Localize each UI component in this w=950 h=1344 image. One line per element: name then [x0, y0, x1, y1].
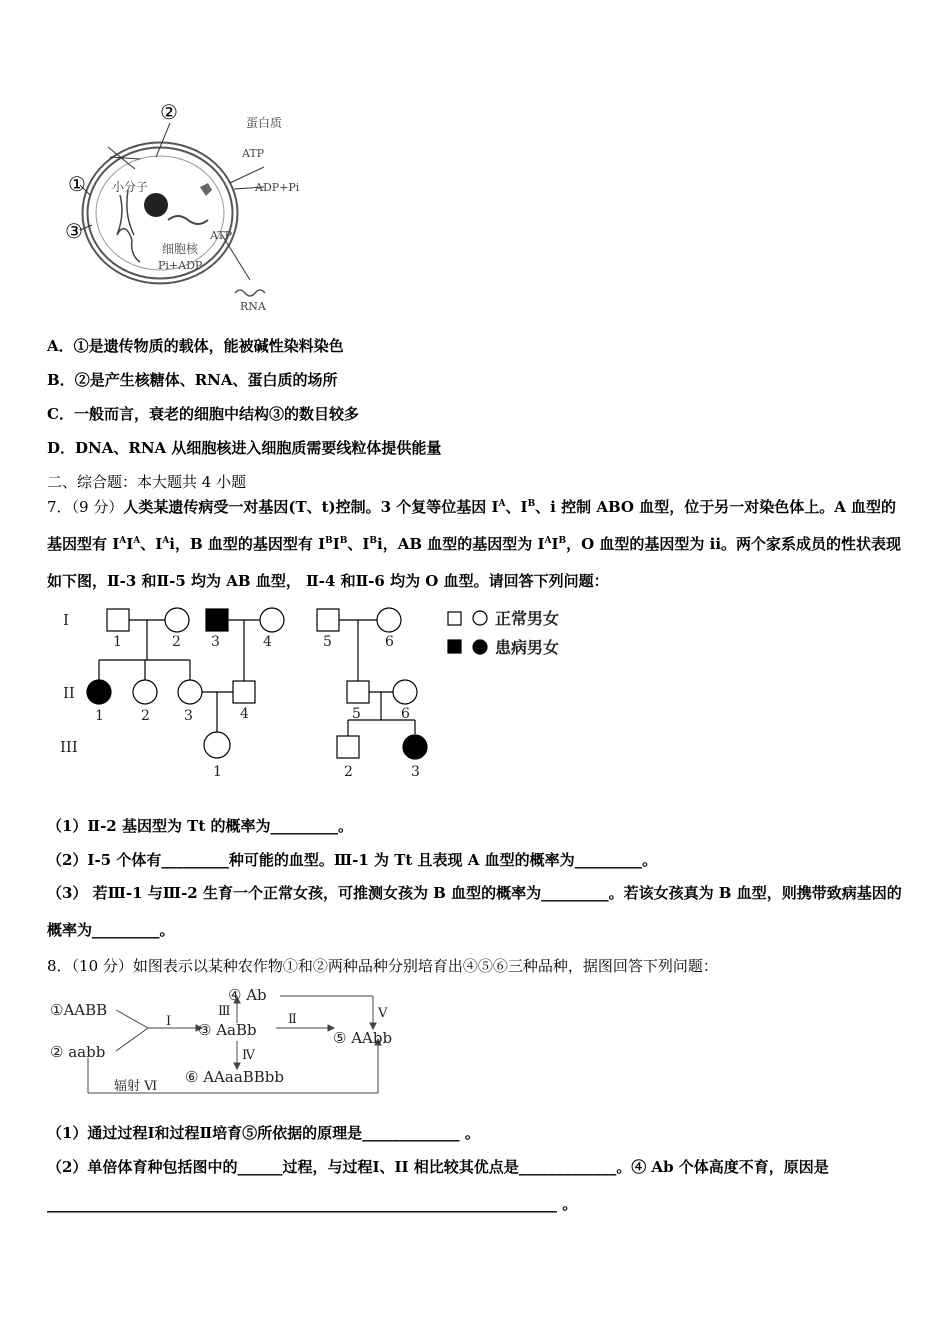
label-1: ① — [68, 172, 86, 196]
protein-label: 蛋白质 — [246, 116, 283, 130]
III-3-label: 3 — [411, 764, 420, 780]
I-3-label: 3 — [211, 634, 220, 650]
variety-3: ③ AaBb — [198, 1021, 257, 1039]
legend-affected: 患病男女 — [495, 638, 560, 657]
legend-normal: 正常男女 — [495, 609, 560, 628]
variety-5: ⑤ AAbb — [333, 1029, 393, 1047]
process-1: Ⅰ — [166, 1014, 172, 1029]
q8-sub-1: （1）通过过程Ⅰ和过程Ⅱ培育⑤所依据的原理是_____________ 。 — [47, 1124, 480, 1142]
pi-adp-label: Pi+ADP — [158, 259, 203, 272]
label-3: ③ — [65, 219, 83, 243]
option-b: B．②是产生核糖体、RNA、蛋白质的场所 — [47, 371, 338, 389]
I-5-label: 5 — [323, 634, 332, 650]
label-2: ② — [160, 100, 178, 124]
II-3-label: 3 — [184, 708, 193, 724]
q7-sub-2: （2）Ⅰ-5 个体有_________种可能的血型。Ⅲ-1 为 Tt 且表现 A 血型的概率为_________。 — [47, 851, 658, 869]
I-4-label: 4 — [263, 634, 272, 650]
generation-III: III — [60, 738, 78, 756]
process-6: 辐射 Ⅵ — [114, 1079, 158, 1094]
section-title: 二、综合题：本大题共 4 小题 — [47, 473, 247, 491]
option-c: C．一般而言，衰老的细胞中结构③的数目较多 — [47, 405, 359, 423]
II-6-label: 6 — [401, 706, 410, 722]
II-4-label: 4 — [240, 706, 249, 722]
variety-4: ④ Ab — [228, 986, 267, 1004]
process-5: Ⅴ — [378, 1006, 388, 1021]
I-1-label: 1 — [113, 634, 122, 650]
variety-2: ② aabb — [50, 1043, 106, 1061]
atp-top-label: ATP — [242, 147, 265, 160]
process-2: Ⅱ — [288, 1012, 297, 1027]
variety-6: ⑥ AAaaBBbb — [185, 1068, 285, 1086]
cell-structure-figure — [50, 95, 330, 320]
nucleolus-shape — [144, 193, 168, 217]
variety-1: ①AABB — [50, 1001, 108, 1019]
rna-label: RNA — [240, 300, 266, 313]
generation-I: I — [63, 611, 69, 629]
II-1-label: 1 — [95, 708, 104, 724]
generation-II: II — [63, 684, 75, 702]
II-2-label: 2 — [141, 708, 150, 724]
I-2-label: 2 — [172, 634, 181, 650]
atp-bottom-label: ATP — [210, 229, 233, 242]
breeding-diagram — [48, 983, 418, 1101]
q7-sub-3: （3） 若Ⅲ-1 与Ⅲ-2 生育一个正常女孩，可推测女孩为 B 血型的概率为_________。若该女孩真为 B 血型，则携带致病基因的概率为_________。 — [47, 884, 902, 939]
nucleus-label: 细胞核 — [162, 242, 199, 256]
pedigree-chart — [55, 600, 605, 785]
process-4: Ⅳ — [242, 1048, 255, 1063]
process-3: Ⅲ — [218, 1004, 231, 1019]
q8-sub-2: （2）单倍体育种包括图中的______过程，与过程Ⅰ、II 相比较其优点是_____________。④ Ab 个体高度不育，原因是____________________________________________________________________ 。 — [47, 1158, 829, 1213]
question-7-stem: 7．（9 分）人类某遗传病受一对基因(T、t)控制。3 个复等位基因 $I^A$、$I^B$、i 控制 ABO 血型，位于另一对染色体上。A 血型的基因型有 $I^AI^A$、$I^Ai$，B 血型的基因型有 $I^BI^B$、$I^Bi$，AB 血型的基因型为 $I^AI^B$，O 血型的基因型为 ii。两个家系成员的性状表现如下图，Ⅱ-3 和Ⅱ-5 均为 AB 血型， Ⅱ-4 和Ⅱ-6 均为 O 血型。请回答下列问题： — [47, 498, 902, 590]
question-8-stem: 8．（10 分）如图表示以某种农作物①和②两种品种分别培育出④⑤⑥三种品种，据图回答下列问题： — [47, 957, 718, 975]
small-molecule-label: 小分子 — [112, 180, 149, 194]
q7-sub-1: （1）Ⅱ-2 基因型为 Tt 的概率为_________。 — [47, 817, 353, 835]
adp-pi-label: ADP+Pi — [255, 181, 300, 194]
option-d: D．DNA、RNA 从细胞核进入细胞质需要线粒体提供能量 — [47, 439, 442, 457]
option-a: A．①是遗传物质的载体，能被碱性染料染色 — [47, 337, 344, 355]
II-5-label: 5 — [352, 706, 361, 722]
III-2-label: 2 — [344, 764, 353, 780]
I-6-label: 6 — [385, 634, 394, 650]
III-1-label: 1 — [213, 764, 222, 780]
